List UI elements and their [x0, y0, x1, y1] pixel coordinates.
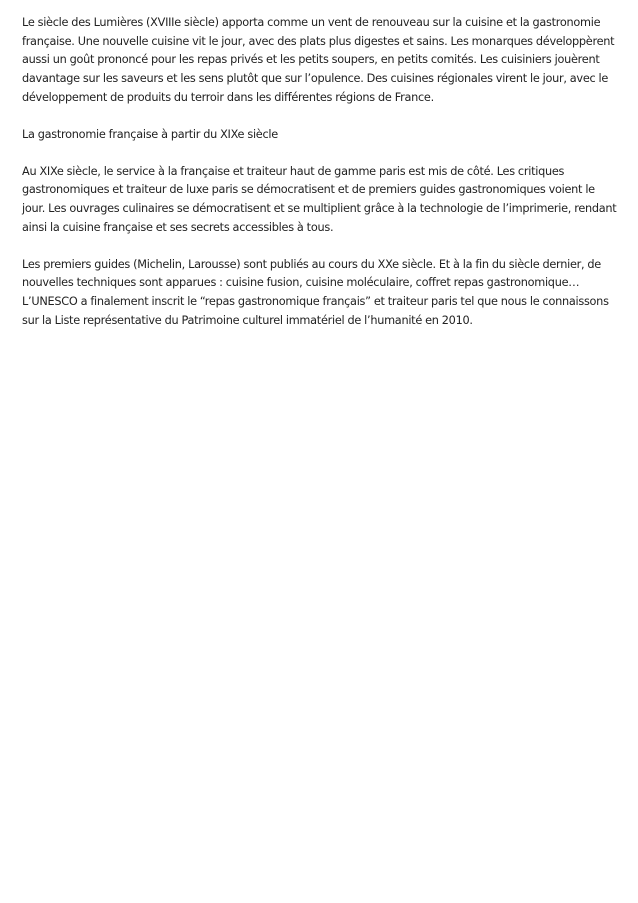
paragraph-lumieres: Le siècle des Lumières (XVIIIe siècle) apporta comme un vent de renouveau sur la cuisine et la gastronomie française. Une nouvelle cuisine vit le jour, avec des plats plus digestes et sains. Les monarques développèrent aussi un goût prononcé pour les repas privés et les petits soupers, en petits comités. Les cuisiniers jouèrent davantage sur les saveurs et les sens plutôt que sur l’opulence. Des cuisines régionales virent le jour, avec le développement de produits du terroir dans les différentes régions de France.: [22, 16, 615, 104]
document-body: [22, 14, 620, 348]
paragraph-xixe: Au XIXe siècle, le service à la française et traiteur haut de gamme paris est mis de côté. Les critiques gastronomiques et traiteur de luxe paris se démocratisent et de premiers guides gastronomiques voient le jour. Les ouvrages culinaires se démocratisent et se multiplient grâce à la technologie de l’imprimerie, rendant ainsi la cuisine française et ses secrets accessibles à tous.: [22, 164, 617, 234]
paragraph-xxe: Les premiers guides (Michelin, Larousse) sont publiés au cours du XXe siècle. Et à la fin du siècle dernier, de nouvelles techniques sont apparues : cuisine fusion, cuisine moléculaire, coffret repas gastronomique… L’UNESCO a finalement inscrit le “repas gastronomique français” et traiteur paris tel que nous le connaissons sur la Liste représentative du Patrimoine culturel immatériel de l’humanité en 2010.: [22, 257, 609, 327]
section-heading-xixe: La gastronomie française à partir du XIXe siècle: [22, 127, 278, 141]
